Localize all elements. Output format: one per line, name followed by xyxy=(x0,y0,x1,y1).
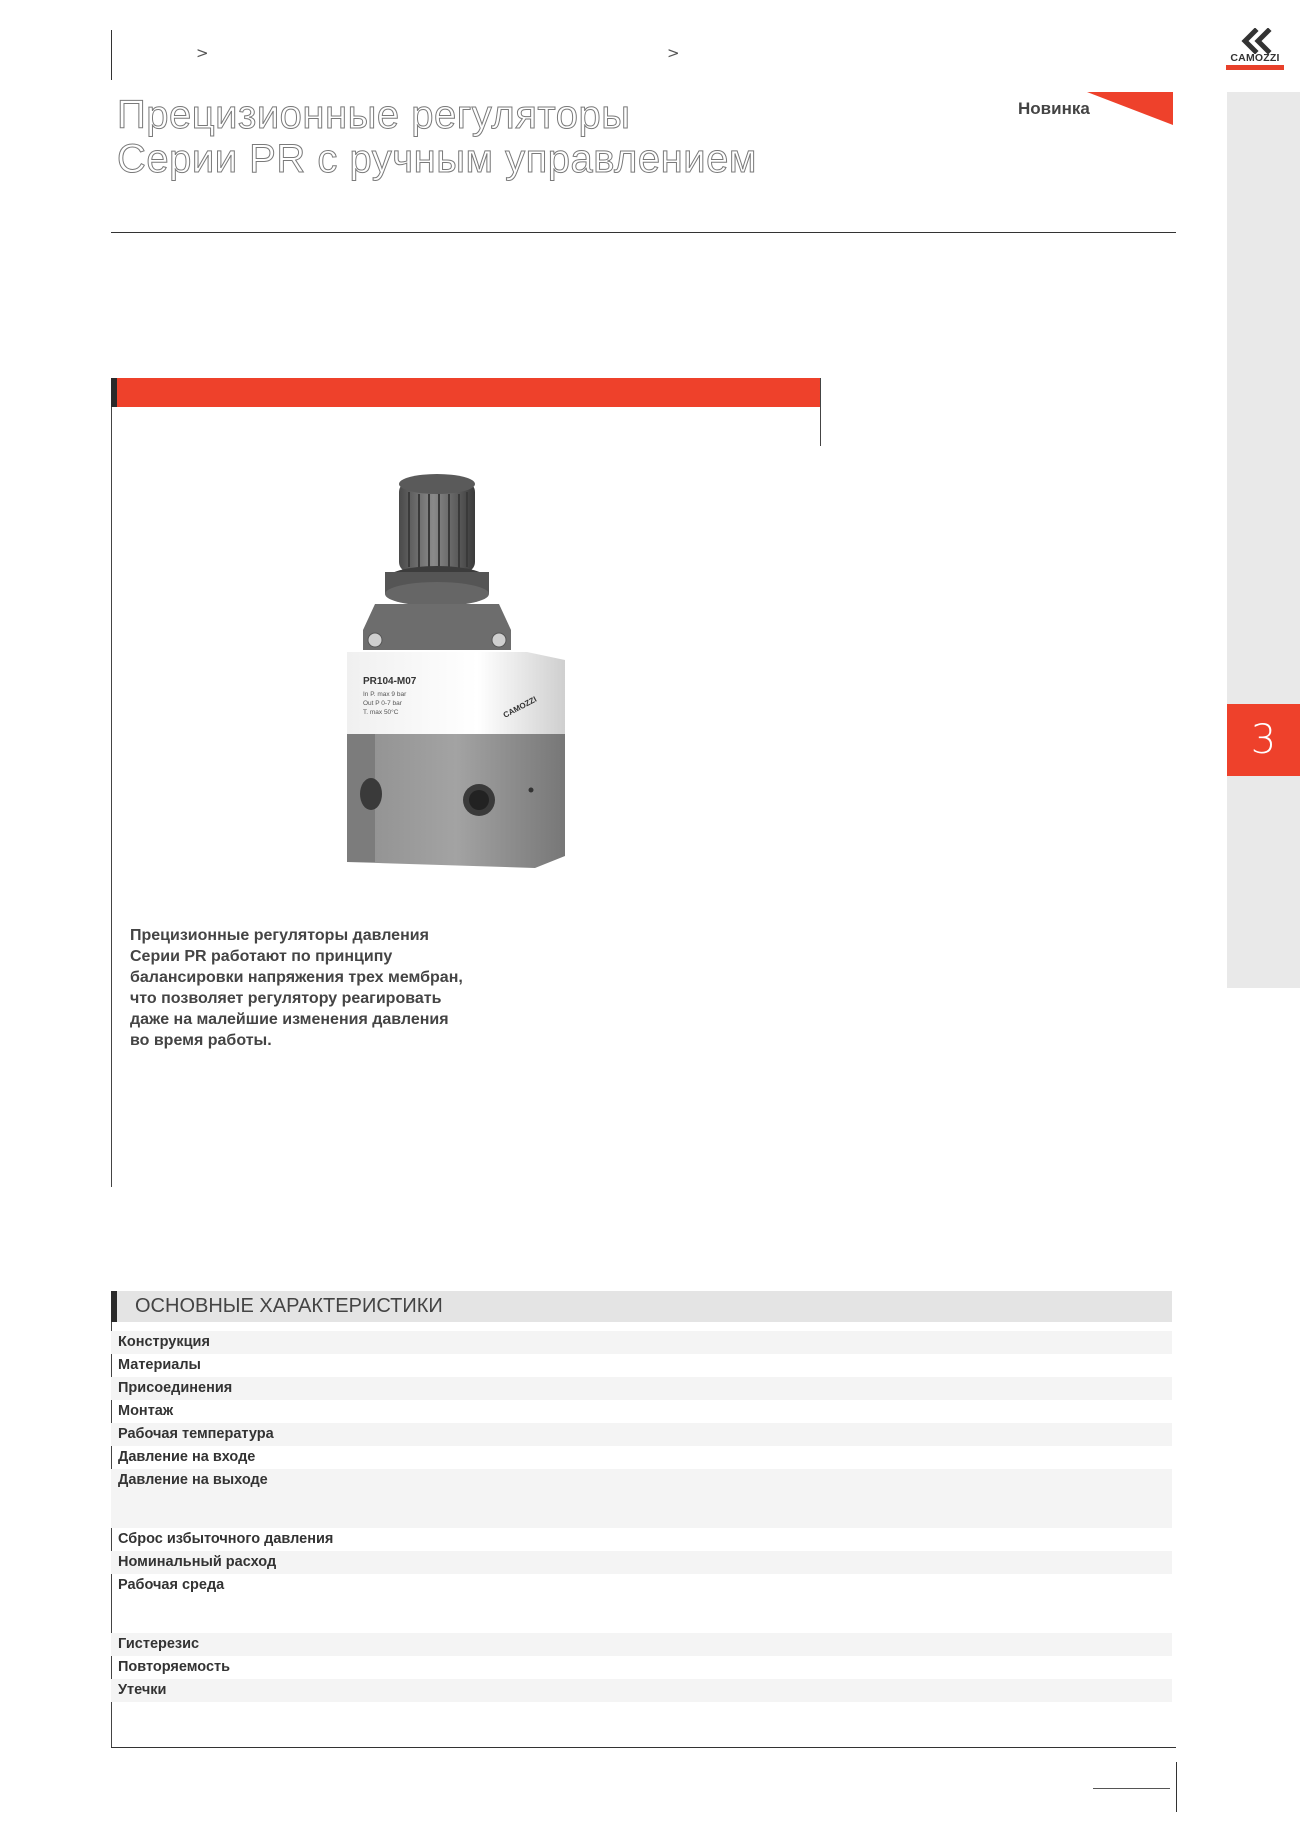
product-brand-label: CAMOZZI xyxy=(501,694,539,720)
table-row xyxy=(111,1354,1172,1377)
chapter-number-tab[interactable]: 3 xyxy=(1227,704,1300,776)
section-left-line xyxy=(111,407,112,1187)
page-title-line-1: Прецизионные регуляторы xyxy=(117,93,631,137)
table-row xyxy=(111,1423,1172,1446)
product-spec-line: In P. max 9 bar xyxy=(363,691,407,698)
row-label: Монтаж xyxy=(118,1403,174,1419)
table-bottom-rule xyxy=(111,1747,1176,1748)
logo-text: CAMOZZI xyxy=(1230,52,1280,64)
table-row xyxy=(111,1400,1172,1423)
camozzi-logo xyxy=(1226,28,1284,74)
row-label: Давление на выходе xyxy=(118,1472,268,1488)
row-label: Давление на входе xyxy=(118,1449,256,1465)
product-model-label: PR104-M07 xyxy=(363,676,417,687)
row-label: Номинальный расход xyxy=(118,1554,277,1570)
new-badge-label: Новинка xyxy=(1018,99,1090,118)
row-label: Утечки xyxy=(118,1682,167,1698)
row-label: Рабочая температура xyxy=(118,1426,274,1442)
footer-line xyxy=(1093,1788,1170,1789)
product-spec-line: Out P 0-7 bar xyxy=(363,700,402,707)
table-row xyxy=(111,1551,1172,1574)
footer-divider xyxy=(1176,1762,1177,1812)
breadcrumb-divider xyxy=(111,30,112,80)
row-label: Конструкция xyxy=(118,1334,210,1350)
new-badge-flag xyxy=(1087,92,1173,125)
page-title-line-2: Серии PR с ручным управлением xyxy=(117,137,757,181)
table-row xyxy=(111,1469,1172,1528)
breadcrumb-separator: > xyxy=(667,44,680,62)
table-row xyxy=(111,1574,1172,1633)
characteristics-header-edge xyxy=(111,1291,117,1322)
table-row xyxy=(111,1331,1172,1354)
camozzi-logo-icon xyxy=(1238,28,1272,54)
row-label: Сброс избыточного давления xyxy=(118,1531,334,1547)
product-description: Прецизионные регуляторы давления Серии PR работают по принципу балансировки напряжения трех мембран, что позволяет регулятору реагировать даже на малейшие изменения давления во время работы. xyxy=(130,927,463,1049)
section-bar-tick xyxy=(820,378,821,446)
breadcrumb-separator: > xyxy=(196,44,209,62)
row-label: Гистерезис xyxy=(118,1636,200,1652)
chapter-side-strip xyxy=(1227,92,1300,988)
row-label: Повторяемость xyxy=(118,1659,231,1675)
row-label: Рабочая среда xyxy=(118,1577,225,1593)
section-bar-edge xyxy=(111,378,117,407)
product-spec-line: T. max 50°C xyxy=(363,709,399,716)
product-image xyxy=(335,472,575,872)
table-row xyxy=(111,1633,1172,1656)
header-rule xyxy=(111,232,1176,233)
table-row xyxy=(111,1377,1172,1400)
row-label: Материалы xyxy=(118,1357,201,1373)
table-row xyxy=(111,1446,1172,1469)
characteristics-title: ОСНОВНЫЕ ХАРАКТЕРИСТИКИ xyxy=(135,1295,443,1317)
section-red-bar xyxy=(111,378,821,407)
page-title xyxy=(117,93,757,181)
row-label: Присоединения xyxy=(118,1380,233,1396)
table-row xyxy=(111,1679,1172,1702)
table-row xyxy=(111,1528,1172,1551)
table-row xyxy=(111,1656,1172,1679)
logo-underline xyxy=(1226,65,1284,70)
